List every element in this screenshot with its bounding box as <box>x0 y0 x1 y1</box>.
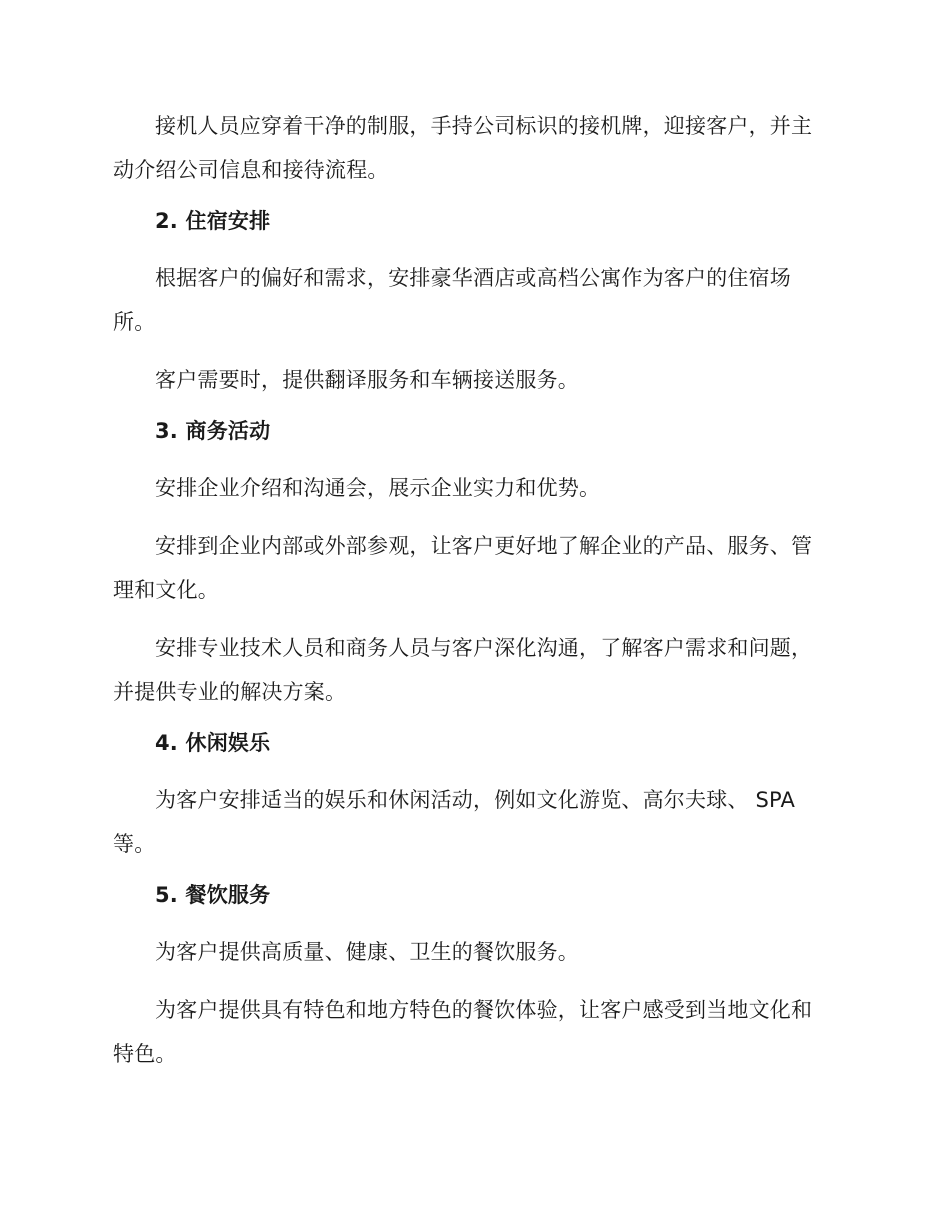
paragraph-translation-transport: 客户需要时，提供翻译服务和车辆接送服务。 <box>155 368 579 392</box>
paragraph-dining-quality: 为客户提供高质量、健康、卫生的餐饮服务。 <box>155 940 579 964</box>
paragraph-leisure-activities: 为客户安排适当的娱乐和休闲活动，例如文化游览、高尔夫球、 SPA 等。 <box>113 788 796 856</box>
paragraph-technical-communication: 安排专业技术人员和商务人员与客户深化沟通，了解客户需求和问题，并提供专业的解决方案。 <box>113 636 813 704</box>
paragraph-site-visit: 安排到企业内部或外部参观，让客户更好地了解企业的产品、服务、管理和文化。 <box>113 534 813 602</box>
section-heading-accommodation: 2. 住宿安排 <box>155 209 271 233</box>
section-heading-dining: 5. 餐饮服务 <box>155 883 271 907</box>
paragraph-dining-local-experience: 为客户提供具有特色和地方特色的餐饮体验，让客户感受到当地文化和特色。 <box>113 998 813 1066</box>
paragraph-company-introduction: 安排企业介绍和沟通会，展示企业实力和优势。 <box>155 476 601 500</box>
paragraph-airport-pickup: 接机人员应穿着干净的制服，手持公司标识的接机牌，迎接客户，并主动介绍公司信息和接待流程。 <box>113 114 813 182</box>
paragraph-accommodation: 根据客户的偏好和需求，安排豪华酒店或高档公寓作为客户的住宿场所。 <box>113 266 791 334</box>
section-heading-leisure: 4. 休闲娱乐 <box>155 731 271 755</box>
section-heading-business-activities: 3. 商务活动 <box>155 419 271 443</box>
